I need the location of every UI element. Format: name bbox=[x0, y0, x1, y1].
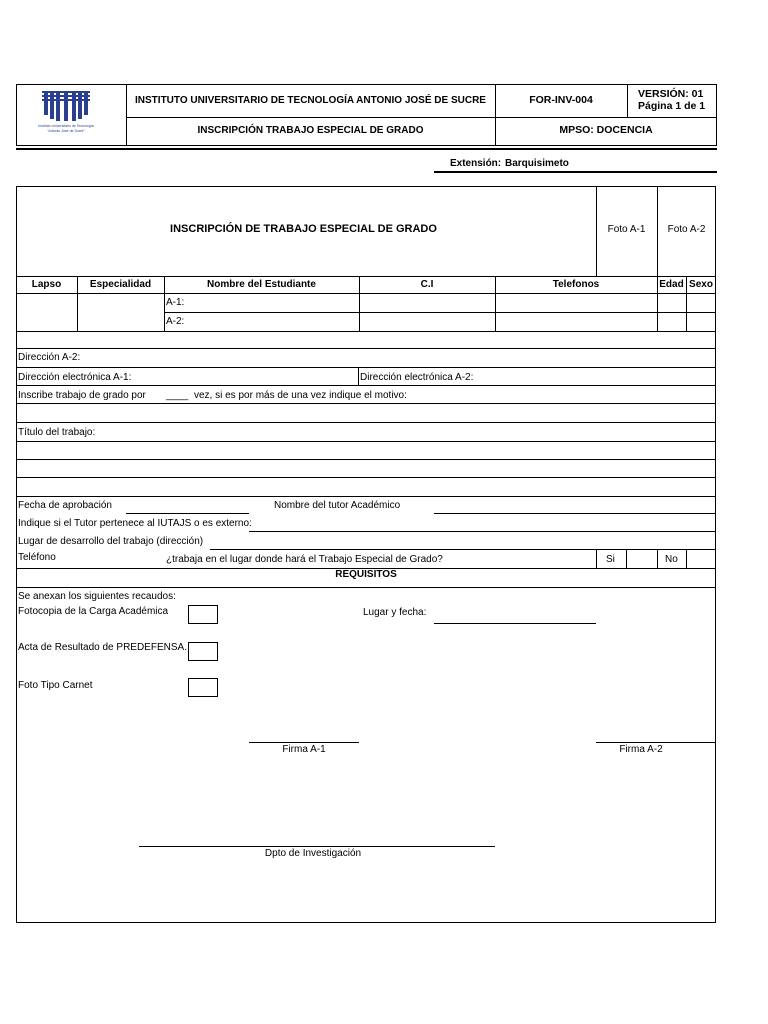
photo-a1-label: Foto A-1 bbox=[607, 224, 646, 235]
sign-a1-line[interactable] bbox=[249, 742, 359, 743]
address-a2-label: Dirección A-2: bbox=[18, 352, 81, 363]
yes-checkbox[interactable] bbox=[627, 550, 656, 567]
col-lapso: Lapso bbox=[31, 279, 62, 290]
header-bottom-rule bbox=[16, 148, 717, 150]
email-a2-label: Dirección electrónica A-2: bbox=[360, 372, 474, 383]
requirements-heading: REQUISITOS bbox=[335, 569, 397, 580]
email-a1-label: Dirección electrónica A-1: bbox=[18, 372, 132, 383]
col-telefonos: Telefonos bbox=[552, 279, 600, 290]
approval-date-label: Fecha de aprobación bbox=[18, 500, 112, 511]
sign-a2-line[interactable] bbox=[596, 742, 716, 743]
dept-sign-line[interactable] bbox=[139, 846, 495, 847]
tutor-name-line[interactable] bbox=[434, 513, 716, 514]
form-title: INSCRIPCIÓN DE TRABAJO ESPECIAL DE GRADO bbox=[170, 223, 437, 235]
req-photo-checkbox[interactable] bbox=[188, 678, 218, 697]
page-number: Página 1 de 1 bbox=[638, 100, 706, 112]
col-ci: C.I bbox=[420, 279, 434, 290]
form-title-header: INSCRIPCIÓN TRABAJO ESPECIAL DE GRADO bbox=[197, 125, 424, 136]
works-there-label: ¿trabaja en el lugar donde hará el Trabajo Especial de Grado? bbox=[166, 554, 443, 565]
form-version: VERSIÓN: 01 bbox=[638, 88, 704, 100]
col-nombre: Nombre del Estudiante bbox=[207, 279, 316, 290]
no-checkbox[interactable] bbox=[687, 550, 715, 567]
yes-label: Si bbox=[606, 554, 615, 565]
req-predefense-checkbox[interactable] bbox=[188, 642, 218, 661]
req-photo-label: Foto Tipo Carnet bbox=[18, 680, 93, 691]
inscribe-reason-label: vez, si es por más de una vez indique el motivo: bbox=[194, 390, 407, 401]
extension-underline bbox=[434, 171, 717, 173]
work-place-label: Lugar de desarrollo del trabajo (dirección) bbox=[18, 536, 204, 547]
logo-caption-2: "Antonio José de Sucre" bbox=[47, 129, 85, 133]
no-label: No bbox=[665, 554, 678, 565]
student-a2-label: A-2: bbox=[166, 316, 185, 327]
attachments-label: Se anexan los siguientes recaudos: bbox=[18, 591, 176, 602]
req-academic-load-label: Fotocopia de la Carga Académica bbox=[18, 606, 169, 617]
form-code: FOR-INV-004 bbox=[529, 94, 593, 106]
place-date-line[interactable] bbox=[434, 623, 596, 624]
photo-a2-label: Foto A-2 bbox=[667, 224, 706, 235]
req-predefense-label: Acta de Resultado de PREDEFENSA. bbox=[18, 642, 187, 653]
place-date-label: Lugar y fecha: bbox=[363, 607, 427, 618]
institute-logo bbox=[36, 89, 96, 134]
inscribe-blank: ____ bbox=[166, 390, 189, 401]
approval-date-line[interactable] bbox=[126, 513, 249, 514]
col-edad: Edad bbox=[659, 279, 684, 290]
col-sexo: Sexo bbox=[689, 279, 713, 290]
student-a1-label: A-1: bbox=[166, 297, 185, 308]
logo-icon bbox=[36, 89, 96, 123]
tutor-internal-line[interactable] bbox=[249, 531, 716, 532]
logo-caption: Instituto Universitario de Tecnología bbox=[38, 124, 94, 128]
dept-label: Dpto de Investigación bbox=[264, 848, 362, 859]
sign-a2-label: Firma A-2 bbox=[619, 744, 663, 755]
req-academic-load-checkbox[interactable] bbox=[188, 605, 218, 624]
sign-a1-label: Firma A-1 bbox=[282, 744, 326, 755]
institute-name: INSTITUTO UNIVERSITARIO DE TECNOLOGÍA ANTONIO JOSÉ DE SUCRE bbox=[135, 95, 486, 106]
tutor-name-label: Nombre del tutor Académico bbox=[274, 500, 401, 511]
extension-value: Barquisimeto bbox=[505, 158, 569, 169]
phone-label: Teléfono bbox=[18, 552, 56, 563]
process-name: MPSO: DOCENCIA bbox=[559, 124, 653, 136]
col-especialidad: Especialidad bbox=[89, 279, 152, 290]
inscribe-label: Inscribe trabajo de grado por bbox=[18, 390, 146, 401]
thesis-title-label: Título del trabajo: bbox=[18, 427, 96, 438]
extension-label: Extensión: bbox=[450, 158, 502, 169]
tutor-internal-label: Indique si el Tutor pertenece al IUTAJS o es externo: bbox=[18, 518, 252, 529]
